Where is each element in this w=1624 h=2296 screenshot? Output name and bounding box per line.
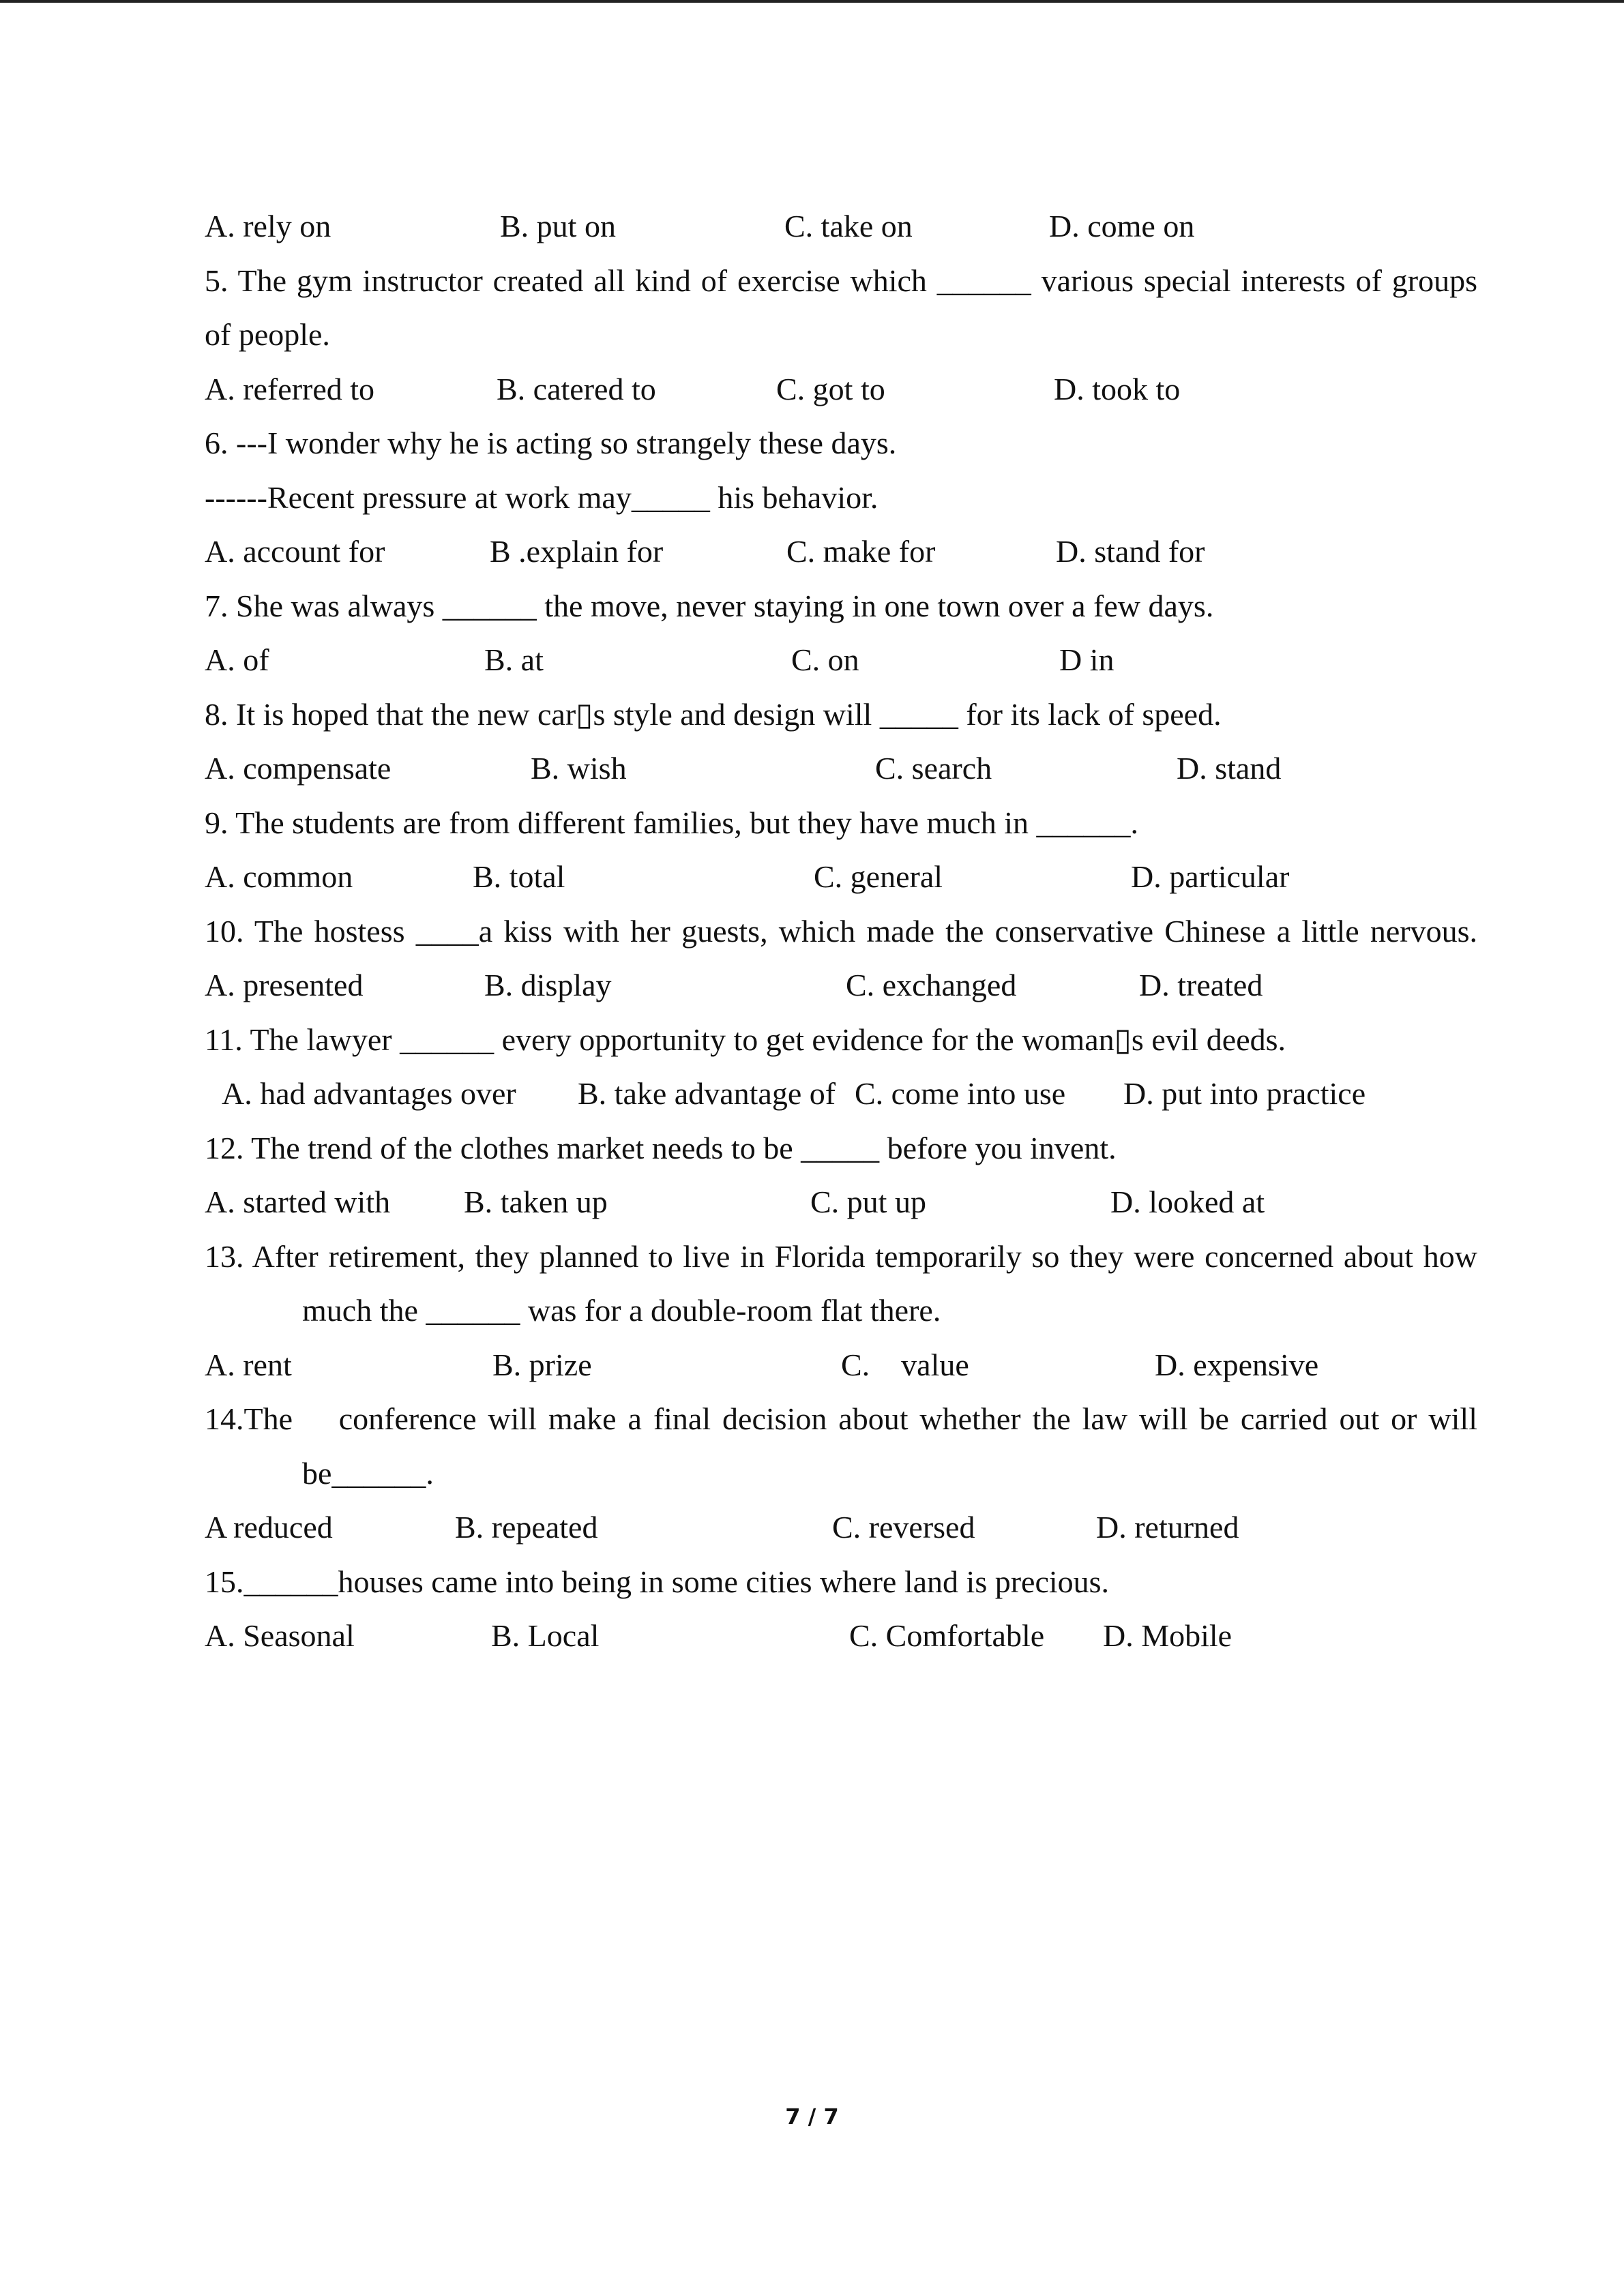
option-a: A. rent — [205, 1347, 292, 1382]
question-13-options — [205, 1338, 1487, 1392]
option-b: B. repeated — [455, 1510, 598, 1545]
option-c: C. come into use — [855, 1076, 1066, 1111]
option-c: C. value — [841, 1347, 969, 1382]
option-c: C. reversed — [832, 1510, 975, 1545]
question-14-text: 14.The conference will make a final decision about whether the law will be carried out or will — [205, 1401, 1477, 1436]
option-a: A. started with — [205, 1184, 391, 1219]
option-b: B .explain for — [490, 534, 664, 569]
option-c: C. on — [791, 642, 859, 677]
option-b: B. take advantage of — [578, 1076, 836, 1111]
option-a: A. referred to — [205, 371, 375, 406]
question-5-text: 5. The gym instructor created all kind of exercise which ______ various special interests of groups — [205, 263, 1477, 298]
option-d: D. took to — [1054, 371, 1181, 406]
question-6-text: 6. ---I wonder why he is acting so strangely these days. — [205, 426, 897, 460]
option-c: C. put up — [810, 1184, 926, 1219]
question-14-stem — [205, 1392, 1487, 1446]
question-10-options — [205, 958, 1487, 1013]
option-c: C. take on — [784, 209, 913, 243]
question-5-options — [205, 362, 1487, 417]
question-11-text: 11. The lawyer ______ every opportunity to get evidence for the woman▯s evil deeds. — [205, 1022, 1286, 1057]
option-d: D. looked at — [1110, 1184, 1265, 1219]
option-d: D. particular — [1131, 859, 1290, 894]
worksheet-page — [205, 199, 1487, 1663]
option-b: B. total — [473, 859, 565, 894]
option-d: D. stand for — [1056, 534, 1205, 569]
option-a: A. compensate — [205, 751, 392, 786]
option-b: B. prize — [492, 1347, 592, 1382]
option-c: C. general — [814, 859, 943, 894]
option-d: D. returned — [1096, 1510, 1239, 1545]
question-6-reply — [205, 471, 1487, 525]
page-number: 7 / 7 — [785, 2104, 839, 2130]
question-14-text-continued: be______. — [302, 1455, 434, 1491]
question-6-reply-text: ------Recent pressure at work may_____ his behavior. — [205, 479, 879, 515]
option-c: C. search — [875, 751, 992, 786]
question-13-stem-continued — [205, 1283, 1487, 1338]
option-b: B. Local — [491, 1618, 600, 1653]
question-11-options — [205, 1067, 1487, 1121]
question-10-text: 10. The hostess ____a kiss with her guests, which made the conservative Chinese a little nervous. — [205, 913, 1477, 949]
option-d: D. come on — [1049, 209, 1195, 243]
question-7-text: 7. She was always ______ the move, never staying in one town over a few days. — [205, 588, 1214, 623]
question-11-stem — [205, 1013, 1487, 1067]
option-a: A. account for — [205, 534, 385, 569]
question-14-options — [205, 1500, 1487, 1555]
question-6-stem — [205, 416, 1487, 471]
page-top-border — [0, 0, 1624, 3]
question-9-text: 9. The students are from different families, but they have much in ______. — [205, 805, 1139, 840]
option-b: B. at — [484, 642, 544, 677]
question-7-options — [205, 633, 1487, 687]
question-5-stem-continued — [205, 308, 1487, 362]
question-15-options — [205, 1609, 1487, 1663]
option-b: B. taken up — [464, 1184, 608, 1219]
question-9-options — [205, 850, 1487, 904]
option-a: A. Seasonal — [205, 1618, 355, 1653]
option-a: A. common — [205, 859, 353, 894]
option-d: D in — [1059, 642, 1114, 677]
question-8-options — [205, 741, 1487, 796]
option-a: A. rely on — [205, 209, 331, 243]
question-13-stem — [205, 1229, 1487, 1284]
option-a: A reduced — [205, 1510, 333, 1545]
question-13-text-continued: much the ______ was for a double-room flat there. — [302, 1293, 941, 1328]
question-6-options — [205, 524, 1487, 579]
question-12-options — [205, 1175, 1487, 1229]
option-d: D. expensive — [1155, 1347, 1319, 1382]
question-8-text: 8. It is hoped that the new car▯s style and design will _____ for its lack of speed. — [205, 696, 1222, 732]
option-b: B. wish — [531, 751, 627, 786]
option-d: D. put into practice — [1123, 1076, 1366, 1111]
question-13-text: 13. After retirement, they planned to live in Florida temporarily so they were concerned about how — [205, 1238, 1477, 1274]
question-12-stem — [205, 1121, 1487, 1176]
option-a: A. presented — [205, 968, 364, 1002]
option-a: A. had advantages over — [222, 1076, 516, 1111]
option-b: B. put on — [500, 209, 616, 243]
option-d: D. stand — [1177, 751, 1282, 786]
question-5-stem — [205, 254, 1487, 308]
question-14-stem-continued — [205, 1446, 1487, 1501]
option-c: C. Comfortable — [849, 1618, 1045, 1653]
question-12-text: 12. The trend of the clothes market needs to be _____ before you invent. — [205, 1130, 1117, 1165]
option-c: C. make for — [786, 534, 936, 569]
option-d: D. Mobile — [1103, 1618, 1232, 1653]
option-b: B. display — [484, 968, 612, 1002]
question-8-stem — [205, 687, 1487, 742]
question-9-stem — [205, 796, 1487, 850]
option-d: D. treated — [1139, 968, 1263, 1002]
question-5-text-continued: of people. — [205, 317, 330, 352]
question-4-options — [205, 199, 1487, 254]
option-c: C. exchanged — [846, 968, 1017, 1002]
option-b: B. catered to — [497, 371, 656, 406]
question-7-stem — [205, 579, 1487, 633]
option-a: A. of — [205, 642, 269, 677]
question-15-text: 15.______houses came into being in some cities where land is precious. — [205, 1564, 1110, 1599]
question-15-stem — [205, 1555, 1487, 1609]
option-c: C. got to — [776, 371, 885, 406]
question-10-stem — [205, 904, 1487, 959]
